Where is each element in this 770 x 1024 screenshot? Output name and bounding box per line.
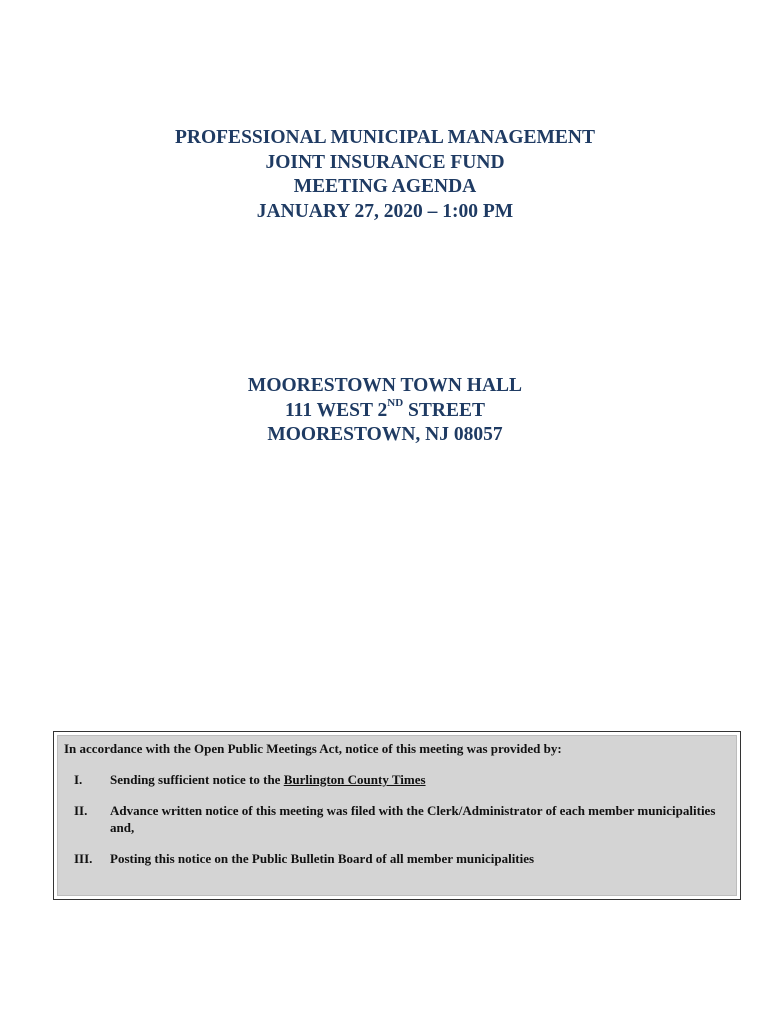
title-line-document-type: MEETING AGENDA [293, 176, 477, 197]
street-number-name: 111 WEST 2 [285, 399, 388, 421]
meeting-location-block [0, 374, 770, 448]
location-name: MOORESTOWN TOWN HALL [247, 375, 523, 396]
title-line-date-time: JANUARY 27, 2020 – 1:00 PM [256, 200, 514, 222]
notice-item-text-lead: Sending sufficient notice to the [110, 772, 284, 787]
notice-item-text: Posting this notice on the Public Bulletin Board of all member municipalities [110, 851, 535, 866]
title-line-organization: PROFESSIONAL MUNICIPAL MANAGEMENT [174, 127, 595, 148]
location-city: MOORESTOWN, NJ 08057 [267, 424, 503, 445]
notice-box-shaded-area [57, 735, 737, 896]
title-line-fund: JOINT INSURANCE FUND [265, 151, 505, 173]
notice-item-1 [64, 771, 734, 788]
notice-item-number: III. [74, 851, 93, 866]
notice-item-number: I. [74, 772, 83, 787]
notice-item-2 [64, 802, 734, 836]
notice-intro: In accordance with the Open Public Meetings Act, notice of this meeting was provided by: [64, 741, 562, 756]
street-type: STREET [403, 399, 485, 421]
notice-content [64, 740, 734, 867]
notice-item-number: II. [74, 803, 88, 818]
notice-item-3 [64, 850, 734, 867]
public-notice-box [53, 731, 741, 900]
newspaper-name: Burlington County Times [283, 772, 426, 787]
agenda-title-block [0, 126, 770, 224]
location-street [0, 399, 770, 424]
notice-item-text: Advance written notice of this meeting was filed with the Clerk/Administrator of each member municipalities and, [110, 803, 716, 835]
ordinal-suffix: ND [387, 397, 404, 409]
notice-item-text [110, 772, 426, 787]
